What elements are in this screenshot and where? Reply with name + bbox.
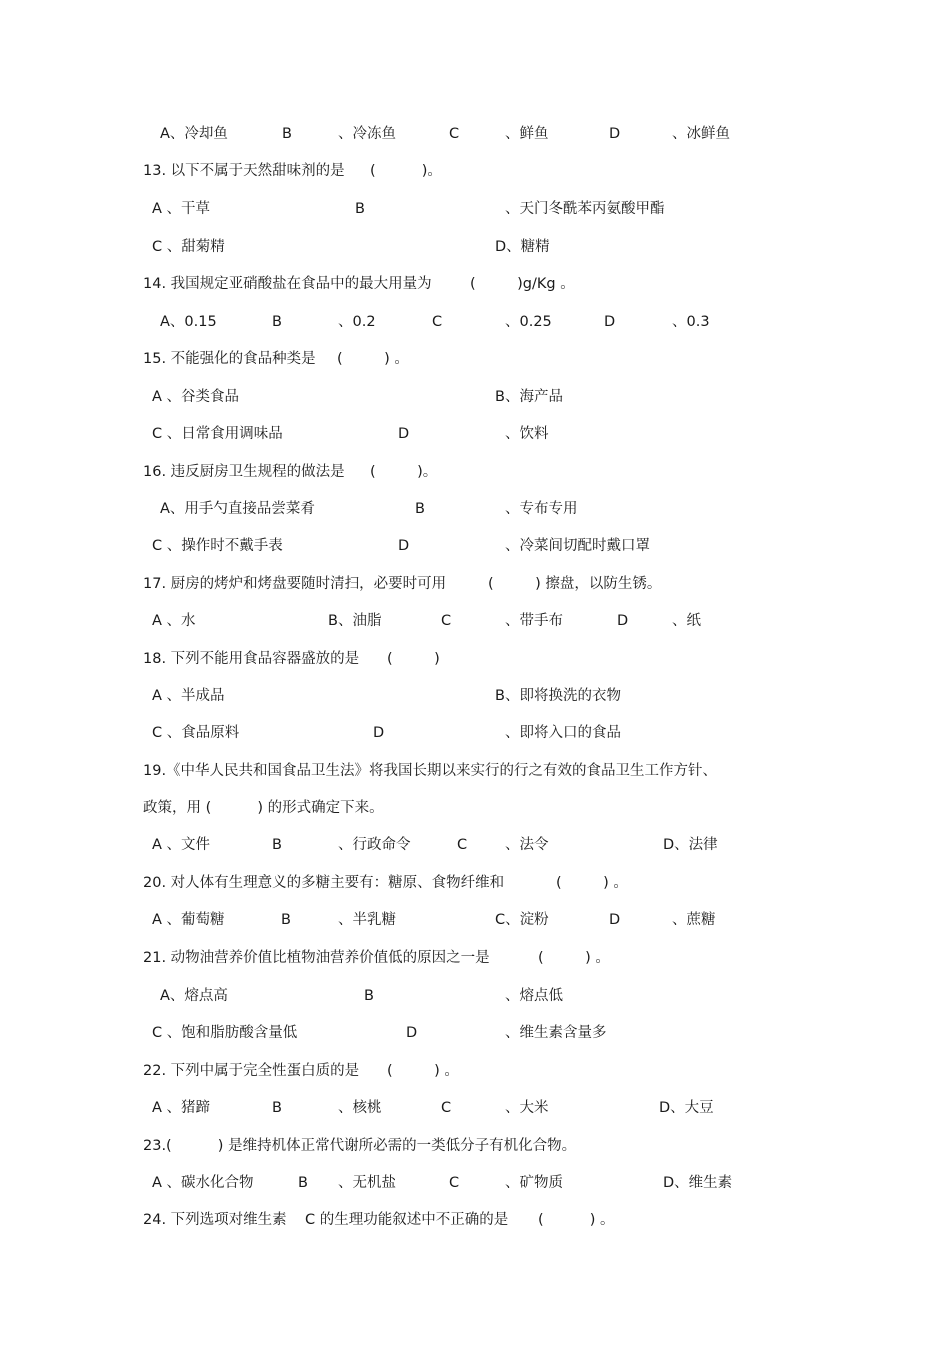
text-line-l01-seg-5: D bbox=[609, 126, 621, 142]
text-line-l29-seg-2: 、无机盐 bbox=[338, 1175, 396, 1191]
text-line-l22-seg-4: D bbox=[609, 912, 621, 928]
text-line-l20-seg-1: B bbox=[272, 837, 282, 853]
text-line-q16-seg-1: ( )。 bbox=[370, 464, 438, 480]
text-line-q24-seg-0: 24. 下列选项对维生素 bbox=[143, 1212, 287, 1228]
text-line-l01-seg-3: C bbox=[449, 126, 460, 142]
text-line-l06-seg-1: B bbox=[272, 314, 282, 330]
text-line-l03-seg-1: B bbox=[355, 201, 365, 217]
text-line-l01-seg-0: A、冷却鱼 bbox=[160, 126, 228, 142]
text-line-q19b-seg-0: 政策，用 ( ) 的形式确定下来。 bbox=[143, 800, 384, 816]
text-line-l27-seg-2: 、核桃 bbox=[338, 1100, 382, 1116]
text-line-l25-seg-2: 、维生素含量多 bbox=[505, 1025, 607, 1041]
text-line-l03-seg-2: 、天门冬酰苯丙氨酸甲酯 bbox=[505, 201, 665, 217]
text-line-l04-seg-0: C 、甜菊精 bbox=[152, 239, 225, 255]
text-line-l27-seg-4: 、大米 bbox=[505, 1100, 549, 1116]
text-line-l25-seg-0: C 、饱和脂肪酸含量低 bbox=[152, 1025, 298, 1041]
text-line-l12-seg-1: D bbox=[398, 538, 410, 554]
text-line-l27-seg-0: A 、猪蹄 bbox=[152, 1100, 211, 1116]
text-line-q18-seg-0: 18. 下列不能用食品容器盛放的是 bbox=[143, 651, 360, 667]
text-line-l27-seg-1: B bbox=[272, 1100, 282, 1116]
text-line-l01-seg-6: 、冰鲜鱼 bbox=[672, 126, 730, 142]
text-line-l03-seg-0: A 、干草 bbox=[152, 201, 211, 217]
text-line-l14-seg-4: D bbox=[617, 613, 629, 629]
text-line-l25-seg-1: D bbox=[406, 1025, 418, 1041]
text-line-q17-seg-0: 17. 厨房的烤炉和烤盘要随时清扫，必要时可用 bbox=[143, 576, 447, 592]
text-line-q20-seg-0: 20. 对人体有生理意义的多糖主要有：糖原、食物纤维和 bbox=[143, 875, 505, 891]
text-line-q21-seg-1: ( ) 。 bbox=[538, 950, 610, 966]
text-line-l12-seg-2: 、冷菜间切配时戴口罩 bbox=[505, 538, 650, 554]
text-line-l20-seg-0: A 、文件 bbox=[152, 837, 211, 853]
text-line-l29-seg-1: B bbox=[298, 1175, 308, 1191]
text-line-l22-seg-5: 、蔗糖 bbox=[672, 912, 716, 928]
text-line-l17-seg-2: 、即将入口的食品 bbox=[505, 725, 621, 741]
text-line-l20-seg-5: D、法律 bbox=[663, 837, 718, 853]
text-line-q15-seg-1: ( ) 。 bbox=[337, 351, 409, 367]
text-line-l29-seg-0: A 、碳水化合物 bbox=[152, 1175, 254, 1191]
text-line-q13-seg-1: ( )。 bbox=[370, 163, 442, 179]
text-line-l04-seg-1: D、糖精 bbox=[495, 239, 550, 255]
text-line-q24-seg-2: ( ) 。 bbox=[538, 1212, 615, 1228]
text-line-l16-seg-1: B、即将换洗的衣物 bbox=[495, 688, 621, 704]
text-line-l08-seg-1: B、海产品 bbox=[495, 389, 563, 405]
text-line-q14-seg-1: ( )g/Kg 。 bbox=[470, 276, 575, 292]
text-line-l06-seg-5: D bbox=[604, 314, 616, 330]
text-line-q13-seg-0: 13. 以下不属于天然甜味剂的是 bbox=[143, 163, 345, 179]
text-line-l22-seg-2: 、半乳糖 bbox=[338, 912, 396, 928]
text-line-l06-seg-4: 、0.25 bbox=[505, 314, 552, 330]
text-line-l27-seg-5: D、大豆 bbox=[659, 1100, 714, 1116]
text-line-l14-seg-2: C bbox=[441, 613, 452, 629]
text-line-l06-seg-2: 、0.2 bbox=[338, 314, 376, 330]
text-line-l09-seg-0: C 、日常食用调味品 bbox=[152, 426, 283, 442]
text-line-l11-seg-0: A、用手勺直接品尝菜肴 bbox=[160, 501, 315, 517]
text-line-l27-seg-3: C bbox=[441, 1100, 452, 1116]
text-line-l06-seg-0: A、0.15 bbox=[160, 314, 217, 330]
text-line-l17-seg-0: C 、食品原料 bbox=[152, 725, 240, 741]
text-line-l08-seg-0: A 、谷类食品 bbox=[152, 389, 240, 405]
text-line-q18-seg-1: ( ) bbox=[387, 651, 440, 667]
text-line-l20-seg-4: 、法令 bbox=[505, 837, 549, 853]
text-line-l14-seg-5: 、纸 bbox=[672, 613, 701, 629]
text-line-l22-seg-1: B bbox=[281, 912, 291, 928]
text-line-l14-seg-0: A 、水 bbox=[152, 613, 196, 629]
text-line-l06-seg-3: C bbox=[432, 314, 443, 330]
text-line-l09-seg-1: D bbox=[398, 426, 410, 442]
text-line-q20-seg-1: ( ) 。 bbox=[556, 875, 628, 891]
text-line-l14-seg-3: 、带手布 bbox=[505, 613, 563, 629]
text-line-l06-seg-6: 、0.3 bbox=[672, 314, 710, 330]
text-line-q22-seg-0: 22. 下列中属于完全性蛋白质的是 bbox=[143, 1063, 360, 1079]
text-line-q24-seg-1: C 的生理功能叙述中不正确的是 bbox=[305, 1212, 509, 1228]
text-line-l24-seg-0: A、熔点高 bbox=[160, 988, 228, 1004]
text-line-l12-seg-0: C 、操作时不戴手表 bbox=[152, 538, 283, 554]
text-line-l29-seg-4: 、矿物质 bbox=[505, 1175, 563, 1191]
text-line-l29-seg-5: D、维生素 bbox=[663, 1175, 733, 1191]
text-line-l01-seg-1: B bbox=[282, 126, 292, 142]
text-line-l01-seg-4: 、鲜鱼 bbox=[505, 126, 549, 142]
text-line-l17-seg-1: D bbox=[373, 725, 385, 741]
text-line-l16-seg-0: A 、半成品 bbox=[152, 688, 225, 704]
text-line-q19a-seg-0: 19.《中华人民共和国食品卫生法》将我国长期以来实行的行之有效的食品卫生工作方针、 bbox=[143, 763, 718, 779]
text-line-l11-seg-2: 、专布专用 bbox=[505, 501, 578, 517]
text-line-l24-seg-1: B bbox=[364, 988, 374, 1004]
text-line-l22-seg-3: C、淀粉 bbox=[495, 912, 549, 928]
text-line-l22-seg-0: A 、葡萄糖 bbox=[152, 912, 225, 928]
text-line-q22-seg-1: ( ) 。 bbox=[387, 1063, 459, 1079]
text-line-l24-seg-2: 、熔点低 bbox=[505, 988, 563, 1004]
text-line-l20-seg-2: 、行政命令 bbox=[338, 837, 411, 853]
text-line-l09-seg-2: 、饮料 bbox=[505, 426, 549, 442]
text-line-l11-seg-1: B bbox=[415, 501, 425, 517]
text-line-q23-seg-0: 23.( ) 是维持机体正常代谢所必需的一类低分子有机化合物。 bbox=[143, 1138, 577, 1154]
text-line-q21-seg-0: 21. 动物油营养价值比植物油营养价值低的原因之一是 bbox=[143, 950, 490, 966]
text-line-l01-seg-2: 、冷冻鱼 bbox=[338, 126, 396, 142]
text-line-l14-seg-1: B、油脂 bbox=[328, 613, 382, 629]
text-line-l29-seg-3: C bbox=[449, 1175, 460, 1191]
text-line-q17-seg-1: ( ) 擦盘，以防生锈。 bbox=[488, 576, 662, 592]
text-line-q16-seg-0: 16. 违反厨房卫生规程的做法是 bbox=[143, 464, 345, 480]
text-line-q15-seg-0: 15. 不能强化的食品种类是 bbox=[143, 351, 316, 367]
text-line-q14-seg-0: 14. 我国规定亚硝酸盐在食品中的最大用量为 bbox=[143, 276, 432, 292]
text-line-l20-seg-3: C bbox=[457, 837, 468, 853]
